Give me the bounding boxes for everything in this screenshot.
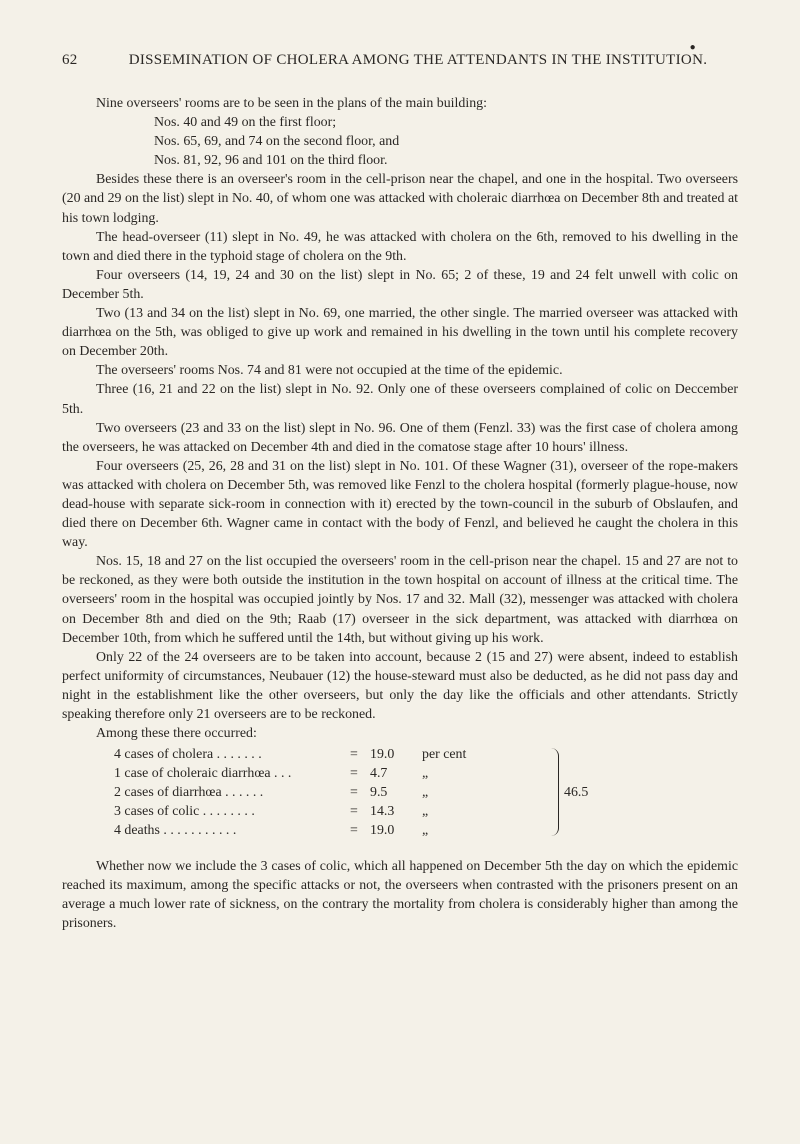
paragraph: The head-overseer (11) slept in No. 49, he was attacked with cholera on the 6th, removed to his dwelling in the town and died there in the typhoid stage of cholera on the 9th. (62, 229, 738, 264)
stat-unit: „ (422, 766, 429, 782)
paragraph: Nine overseers' rooms are to be seen in the plans of the main building: (96, 96, 487, 111)
stat-equals: = (350, 785, 358, 801)
stat-label: 4 cases of cholera . . . . . . . (114, 747, 262, 763)
print-mark: ● (689, 42, 696, 53)
stat-unit: per cent (422, 747, 467, 763)
paragraph: Two (13 and 34 on the list) slept in No. 69, one married, the other single. The married overseer was attacked with diarrhœa on the 5th, was obliged to give up work and remained in his dwelling in the town until his complete recovery on December 20th. (62, 306, 738, 360)
paragraph: Three (16, 21 and 22 on the list) slept in No. 92. Only one of these overseers complained of colic on Deccember 5th. (62, 382, 738, 417)
paragraph: Nos. 15, 18 and 27 on the list occupied the overseers' room in the cell-prison near the chapel. 15 and 27 are not to be reckoned, as they were both outside the institution in the town hospital on account of illness at the critical time. The overseers' room in the hospital was occupied jointly by Nos. 17 and 32. Mall (32), messenger was attacked with cholera on December 8th and died on the 9th; Raab (17) overseer in the sick department, was attacked with diarrhœa on December 10th, from which he suffered until the 14th, but without giving up his work. (62, 554, 738, 646)
statistics-table (62, 745, 738, 853)
stat-label: 4 deaths . . . . . . . . . . . (114, 823, 237, 839)
running-title: DISSEMINATION OF CHOLERA AMONG THE ATTENDANTS IN THE INSTITUTION. (128, 52, 708, 68)
stat-label: 3 cases of colic . . . . . . . . (114, 804, 255, 820)
paragraph: Whether now we include the 3 cases of colic, which all happened on December 5th the day on which the epidemic reached its maximum, among the specific attacks or not, the overseers when contrasted with the prisoners present on an average a much lower rate of sickness, on the contrary the mortality from cholera is considerably higher than among the prisoners. (62, 859, 738, 932)
body-text (62, 94, 738, 934)
room-list-item: Nos. 81, 92, 96 and 101 on the third floor. (154, 153, 388, 169)
room-list-item: Nos. 40 and 49 on the first floor; (154, 115, 337, 131)
brace-total: 46.5 (564, 785, 589, 801)
stat-row (114, 783, 472, 803)
stat-value: 19.0 (370, 747, 395, 763)
page-header (62, 42, 738, 74)
paragraph: Only 22 of the 24 overseers are to be taken into account, because 2 (15 and 27) were absent, indeed to establish perfect uniformity of circumstances, Neubauer (12) the house-steward must also be deducted, as he did not pass day and night in the establishment like the other overseers, but only the day like the officials and other attendants. Strictly speaking therefore only 21 overseers are to be reckoned. (62, 649, 738, 722)
paragraph: The overseers' rooms Nos. 74 and 81 were not occupied at the time of the epidemic. (96, 363, 563, 379)
stat-value: 9.5 (370, 785, 388, 801)
stat-row (114, 821, 472, 841)
stat-unit: „ (422, 804, 429, 820)
stat-row (114, 745, 472, 765)
room-list (62, 113, 738, 170)
stat-unit: „ (422, 823, 429, 839)
stat-row (114, 802, 472, 822)
room-list-item: Nos. 65, 69, and 74 on the second floor, and (154, 134, 400, 150)
paragraph: Four overseers (14, 19, 24 and 30 on the list) slept in No. 65; 2 of these, 19 and 24 felt unwell with colic on December 5th. (62, 267, 738, 302)
right-brace (550, 748, 559, 836)
stat-value: 4.7 (370, 766, 388, 782)
stat-unit: „ (422, 785, 429, 801)
page-number: 62 (62, 52, 78, 68)
stat-row (114, 764, 472, 784)
paragraph: Two overseers (23 and 33 on the list) slept in No. 96. One of them (Fenzl. 33) was the first case of cholera among the overseers, he was attacked on December 4th and died in the comatose stage after 10 hours' illness. (62, 420, 738, 455)
stat-equals: = (350, 804, 358, 820)
stat-label: 1 case of choleraic diarrhœa . . . (114, 766, 292, 782)
stat-value: 19.0 (370, 823, 395, 839)
paragraph: Besides these there is an overseer's room in the cell-prison near the chapel, and one in the hospital. Two overseers (20 and 29 on the list) slept in No. 40, of whom one was attacked with choleraic diarrhœa on December 8th and treated at his town lodging. (62, 172, 738, 226)
stat-equals: = (350, 766, 358, 782)
paragraph: Among these there occurred: (96, 726, 257, 742)
paragraph: Four overseers (25, 26, 28 and 31 on the list) slept in No. 101. Of these Wagner (31), overseer of the rope-makers was attacked with cholera on December 5th, was removed like Fenzl to the cholera hospital (formerly plague-house, now dead-house with separate sick-room in connection with it) erected by the town-council in the suburb of Obslaufen, and died there on December 6th. Wagner came in contact with the body of Fenzl, and believed he caught the cholera in this way. (62, 458, 738, 551)
stat-equals: = (350, 823, 358, 839)
stat-value: 14.3 (370, 804, 395, 820)
stat-label: 2 cases of diarrhœa . . . . . . (114, 785, 264, 801)
stat-equals: = (350, 747, 358, 763)
